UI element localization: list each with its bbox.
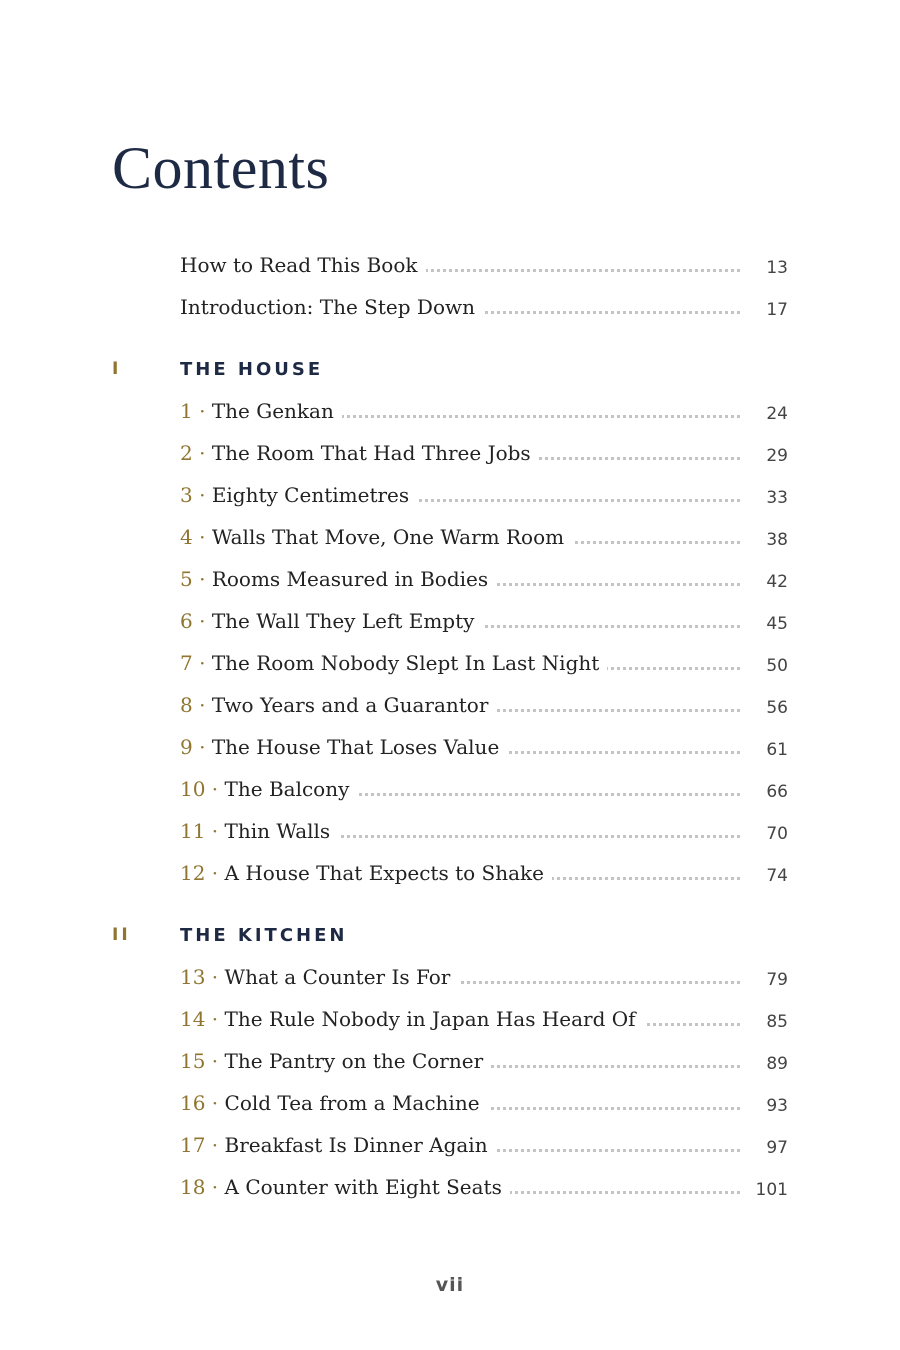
entry-page-number: 29 (766, 446, 788, 466)
chapter-separator: · (205, 1133, 225, 1157)
section-gap (0, 329, 900, 349)
chapter-number: 16 (180, 1091, 206, 1115)
page-title: Contents (112, 135, 330, 201)
chapter-title: The Balcony (224, 777, 350, 801)
chapter-separator: · (205, 861, 225, 885)
chapter-separator: · (192, 651, 212, 675)
chapter-separator: · (205, 1007, 225, 1031)
entry-page-number: 70 (766, 824, 788, 844)
entry-page-number: 79 (766, 970, 788, 990)
toc-entry[interactable] (0, 1083, 900, 1125)
chapter-separator: · (192, 567, 212, 591)
chapter-title: Thin Walls (224, 819, 331, 843)
part-heading[interactable] (0, 349, 900, 391)
toc-entry[interactable] (0, 685, 900, 727)
chapter-number: 7 (180, 651, 193, 675)
chapter-number: 12 (180, 861, 206, 885)
toc-entry[interactable] (0, 601, 900, 643)
toc-entry[interactable] (0, 957, 900, 999)
chapter-separator: · (205, 819, 225, 843)
entry-title (180, 817, 338, 845)
chapter-separator: · (205, 1091, 225, 1115)
chapter-number: 4 (180, 525, 193, 549)
toc-entry[interactable] (0, 811, 900, 853)
toc-entry[interactable] (0, 643, 900, 685)
entry-page-number: 45 (766, 614, 788, 634)
entry-title (180, 439, 539, 467)
toc-entry[interactable] (0, 517, 900, 559)
chapter-title: A Counter with Eight Seats (224, 1175, 502, 1199)
part-heading[interactable] (0, 915, 900, 957)
toc-entry[interactable] (0, 433, 900, 475)
chapter-title: Rooms Measured in Bodies (211, 567, 489, 591)
chapter-number: 11 (180, 819, 206, 843)
chapter-number: 6 (180, 609, 193, 633)
entry-page-number: 24 (766, 404, 788, 424)
entry-title (180, 859, 552, 887)
toc-entry[interactable] (0, 769, 900, 811)
entry-page-number: 56 (766, 698, 788, 718)
chapter-title: The Pantry on the Corner (224, 1049, 484, 1073)
entry-page-number: 85 (766, 1012, 788, 1032)
chapter-number: 8 (180, 693, 193, 717)
chapter-title: Walls That Move, One Warm Room (211, 525, 565, 549)
entry-title (180, 963, 458, 991)
entry-title: How to Read This Book (180, 251, 426, 279)
toc-entry[interactable] (0, 853, 900, 895)
entry-page-number: 38 (766, 530, 788, 550)
toc-entry[interactable] (0, 1041, 900, 1083)
toc-entry[interactable] (0, 727, 900, 769)
entry-title (180, 1047, 491, 1075)
entry-title (180, 607, 482, 635)
entry-title (180, 565, 496, 593)
chapter-separator: · (192, 441, 212, 465)
chapter-number: 3 (180, 483, 193, 507)
chapter-title: The Room Nobody Slept In Last Night (211, 651, 600, 675)
chapter-title: The Rule Nobody in Japan Has Heard Of (224, 1007, 636, 1031)
entry-page-number: 101 (755, 1180, 788, 1200)
chapter-number: 14 (180, 1007, 206, 1031)
part-title: THE HOUSE (180, 359, 324, 380)
chapter-title: Eighty Centimetres (211, 483, 410, 507)
toc-entry[interactable] (0, 559, 900, 601)
chapter-number: 13 (180, 965, 206, 989)
chapter-separator: · (205, 1049, 225, 1073)
chapter-number: 18 (180, 1175, 206, 1199)
entry-title (180, 523, 572, 551)
toc-entry[interactable] (0, 475, 900, 517)
entry-title: Introduction: The Step Down (180, 293, 483, 321)
page-folio: vii (435, 1274, 465, 1296)
chapter-number: 2 (180, 441, 193, 465)
entry-page-number: 13 (766, 258, 788, 278)
entry-page-number: 74 (766, 866, 788, 886)
chapter-title: Breakfast Is Dinner Again (224, 1133, 488, 1157)
chapter-separator: · (205, 777, 225, 801)
chapter-number: 15 (180, 1049, 206, 1073)
chapter-title: The Room That Had Three Jobs (211, 441, 531, 465)
chapter-title: The Wall They Left Empty (211, 609, 475, 633)
entry-page-number: 93 (766, 1096, 788, 1116)
section-gap (0, 895, 900, 915)
entry-page-number: 97 (766, 1138, 788, 1158)
entry-page-number: 17 (766, 300, 788, 320)
chapter-number: 9 (180, 735, 193, 759)
parts-list (0, 329, 900, 1209)
toc-entry[interactable] (0, 287, 900, 329)
chapter-number: 17 (180, 1133, 206, 1157)
chapter-title: The House That Loses Value (211, 735, 500, 759)
chapter-separator: · (192, 483, 212, 507)
chapter-number: 1 (180, 399, 193, 423)
entry-title (180, 691, 496, 719)
entry-title (180, 649, 607, 677)
entry-title (180, 1131, 496, 1159)
entry-page-number: 89 (766, 1054, 788, 1074)
entry-title (180, 481, 417, 509)
entry-page-number: 33 (766, 488, 788, 508)
part-title: THE KITCHEN (180, 925, 348, 946)
chapter-title: A House That Expects to Shake (224, 861, 544, 885)
chapter-separator: · (192, 693, 212, 717)
entry-page-number: 66 (766, 782, 788, 802)
part-numeral: II (112, 925, 131, 945)
toc-entry[interactable] (0, 1125, 900, 1167)
entry-title (180, 1173, 510, 1201)
chapter-separator: · (192, 399, 212, 423)
chapter-separator: · (205, 965, 225, 989)
toc-entry[interactable] (0, 1167, 900, 1209)
table-of-contents (0, 245, 900, 1209)
chapter-separator: · (192, 609, 212, 633)
chapter-separator: · (205, 1175, 225, 1199)
part-numeral: I (112, 359, 122, 379)
chapter-title: Cold Tea from a Machine (224, 1091, 480, 1115)
chapter-title: What a Counter Is For (224, 965, 451, 989)
entry-title (180, 733, 507, 761)
chapter-title: The Genkan (211, 399, 334, 423)
toc-entry[interactable] (0, 391, 900, 433)
toc-entry[interactable] (0, 245, 900, 287)
entry-page-number: 50 (766, 656, 788, 676)
chapter-separator: · (192, 735, 212, 759)
entry-title (180, 397, 342, 425)
chapter-number: 5 (180, 567, 193, 591)
chapter-separator: · (192, 525, 212, 549)
chapter-number: 10 (180, 777, 206, 801)
entry-title (180, 775, 357, 803)
entry-title (180, 1005, 644, 1033)
entry-title (180, 1089, 488, 1117)
entry-page-number: 61 (766, 740, 788, 760)
toc-entry[interactable] (0, 999, 900, 1041)
entry-page-number: 42 (766, 572, 788, 592)
chapter-title: Two Years and a Guarantor (211, 693, 489, 717)
